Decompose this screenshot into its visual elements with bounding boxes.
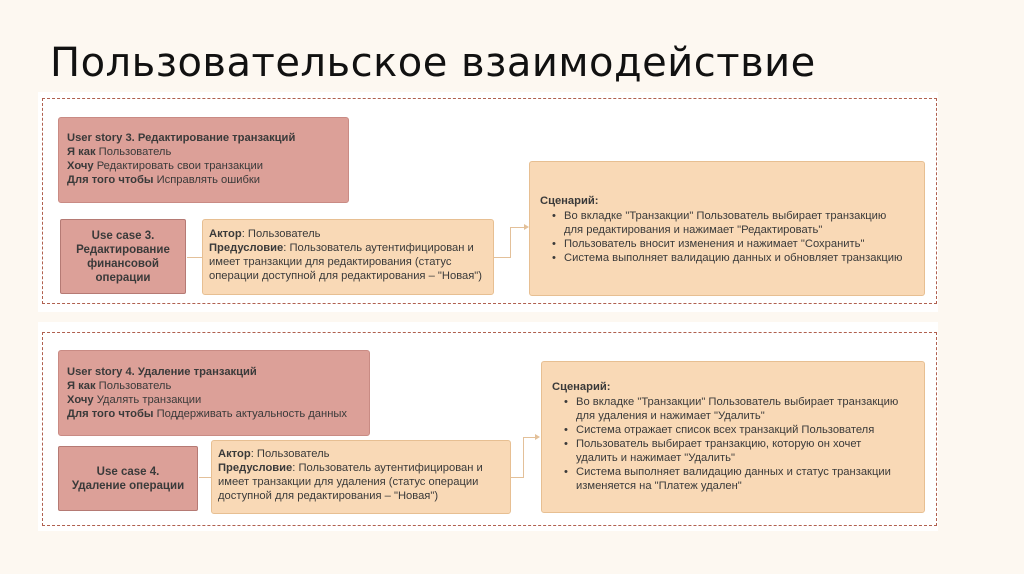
- scenario-step: • Пользователь выбирает транзакцию, которую он хочет удалить и нажимает "Удалить": [576, 437, 914, 465]
- scenario-step: • Система выполняет валидацию данных и статус транзакции изменяется на "Платеж удален": [576, 465, 914, 493]
- scenario-title: Сценарий:: [540, 195, 599, 207]
- connector-line: [494, 257, 510, 258]
- use-case-label: Use case 4.: [96, 465, 160, 478]
- scenario-title: Сценарий:: [552, 381, 611, 393]
- story-want: Хочу Удалять транзакции: [67, 394, 202, 406]
- story-as: Я как Пользователь: [67, 380, 172, 392]
- precondition-line: имеет транзакции для удаления (статус операции: [218, 476, 479, 488]
- precondition-line: операции доступной для редактирования – "Новая"): [209, 270, 483, 282]
- page-title: Пользовательское взаимодействие: [50, 40, 816, 86]
- scenario-box: [529, 161, 925, 296]
- scenario-list: [540, 209, 914, 265]
- scenario-step: • Во вкладке "Транзакции" Пользователь выбирает транзакцию для удаления и нажимает "Удалить": [576, 395, 914, 423]
- scenario-step: • Пользователь вносит изменения и нажимает "Сохранить": [564, 237, 914, 251]
- user-story-4-panel: [38, 322, 938, 531]
- connector-line: [187, 257, 202, 258]
- story-so: Для того чтобы Исправлять ошибки: [67, 174, 261, 186]
- story-as: Я как Пользователь: [67, 146, 172, 158]
- actor-precondition-box: [202, 219, 494, 295]
- connector-line: [199, 477, 211, 478]
- scenario-step: • Во вкладке "Транзакции" Пользователь выбирает транзакцию для редактирования и нажимает "Редактировать": [564, 209, 914, 237]
- actor-line: Актор: Пользователь: [218, 448, 330, 460]
- use-case-title: Удаление операции: [71, 479, 185, 492]
- user-story-3-box: [58, 117, 349, 203]
- scenario-step: • Система отражает список всех транзакций Пользователя: [576, 423, 914, 437]
- use-case-title: финансовой: [87, 257, 159, 270]
- use-case-title: Редактирование: [76, 243, 170, 256]
- use-case-title: операции: [95, 271, 151, 284]
- scenario-box: [541, 361, 925, 513]
- story-want: Хочу Редактировать свои транзакции: [67, 160, 263, 172]
- scenario-list: [552, 395, 914, 493]
- user-story-4-box: [58, 350, 370, 436]
- precondition-line: доступной для редактирования – "Новая"): [218, 490, 439, 502]
- precondition-line: Предусловие: Пользователь аутентифицирован и: [209, 242, 474, 254]
- story-so: Для того чтобы Поддерживать актуальность данных: [67, 408, 348, 420]
- actor-line: Актор: Пользователь: [209, 228, 321, 240]
- connector-elbow: [510, 227, 525, 258]
- connector-elbow: [523, 437, 536, 478]
- user-story-3-panel: [38, 92, 938, 312]
- precondition-line: имеет транзакции для редактирования (статус: [209, 256, 452, 268]
- story-heading: User story 4. Удаление транзакций: [67, 366, 257, 378]
- use-case-3-box: [60, 219, 186, 294]
- arrow-head-icon: [535, 434, 540, 440]
- actor-precondition-box: [211, 440, 511, 514]
- connector-line: [511, 477, 523, 478]
- precondition-line: Предусловие: Пользователь аутентифицирован и: [218, 462, 483, 474]
- use-case-4-box: [58, 446, 198, 511]
- story-heading: User story 3. Редактирование транзакций: [67, 132, 296, 144]
- use-case-label: Use case 3.: [91, 229, 155, 242]
- scenario-step: • Система выполняет валидацию данных и обновляет транзакцию: [564, 251, 914, 265]
